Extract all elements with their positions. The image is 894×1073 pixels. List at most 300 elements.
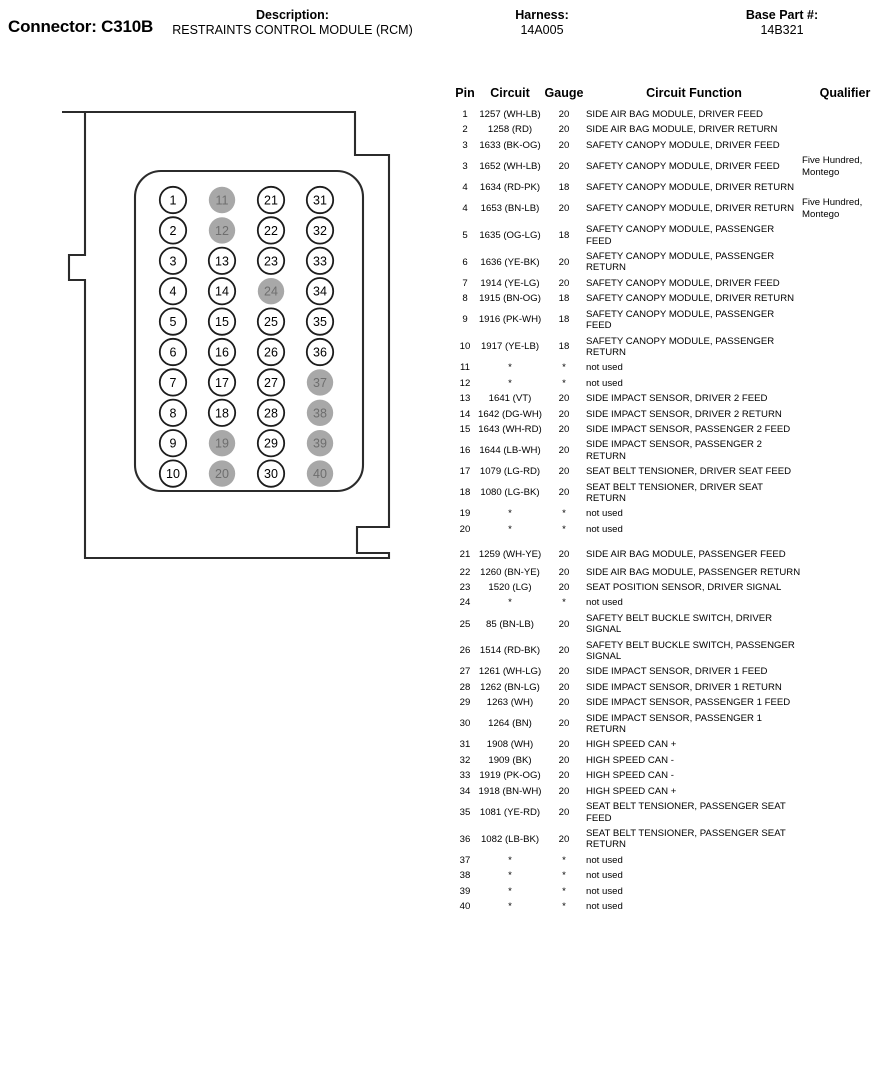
table-row — [452, 853, 888, 868]
cell-gauge: 20 — [558, 785, 570, 797]
cell-function: SAFETY CANOPY MODULE, PASSENGER RETURN — [586, 251, 775, 274]
cell-pin: 37 — [459, 854, 471, 866]
cell-pin: 14 — [459, 408, 471, 420]
cell-qualifier — [802, 360, 888, 375]
cell-qualifier — [802, 307, 888, 334]
cell-function: HIGH SPEED CAN - — [586, 754, 674, 766]
cell-circuit: 1260 (BN-YE) — [480, 566, 540, 578]
pin-label-19: 19 — [215, 436, 229, 451]
cell-function: SIDE AIR BAG MODULE, DRIVER RETURN — [586, 124, 778, 136]
cell-circuit: 1636 (YE-BK) — [480, 256, 540, 268]
cell-gauge: 20 — [558, 466, 570, 478]
pin-label-7: 7 — [169, 375, 177, 390]
pin-label-15: 15 — [215, 315, 229, 330]
cell-qualifier — [802, 611, 888, 638]
cell-function: SAFETY CANOPY MODULE, DRIVER RETURN — [586, 203, 795, 215]
cell-qualifier — [802, 122, 888, 137]
cell-circuit: * — [508, 900, 512, 912]
cell-function: not used — [586, 362, 623, 374]
pin-label-17: 17 — [215, 375, 229, 390]
cell-circuit: 1079 (LG-RD) — [479, 466, 541, 478]
cell-function: not used — [586, 885, 623, 897]
cell-gauge: * — [562, 870, 566, 882]
cell-circuit: 1635 (OG-LG) — [479, 229, 541, 241]
cell-gauge: 20 — [558, 806, 570, 818]
cell-gauge: 20 — [558, 393, 570, 405]
cell-gauge: 20 — [558, 718, 570, 730]
cell-function: HIGH SPEED CAN + — [586, 785, 677, 797]
cell-pin: 11 — [460, 362, 470, 374]
table-row — [452, 422, 888, 437]
cell-circuit: 1514 (RD-BK) — [479, 645, 541, 657]
cell-pin: 33 — [459, 770, 471, 782]
cell-pin: 12 — [459, 377, 471, 389]
pin-label-18: 18 — [215, 406, 229, 421]
cell-gauge: 20 — [558, 770, 570, 782]
cell-circuit: 1642 (DG-WH) — [478, 408, 542, 420]
cell-qualifier — [802, 695, 888, 710]
table-row — [452, 799, 888, 826]
cell-qualifier — [802, 768, 888, 783]
table-row — [452, 276, 888, 291]
column-header-circuit: Circuit — [490, 86, 530, 100]
cell-circuit: 1643 (WH-RD) — [478, 423, 542, 435]
cell-gauge: 20 — [558, 487, 570, 499]
cell-function: SEAT BELT TENSIONER, PASSENGER SEAT RETURN — [586, 827, 786, 851]
cell-qualifier — [802, 506, 888, 521]
cell-gauge: 20 — [558, 645, 570, 657]
cell-function: SEAT BELT TENSIONER, PASSENGER SEAT FEED — [586, 801, 786, 824]
pin-label-25: 25 — [264, 315, 278, 330]
cell-function: SEAT POSITION SENSOR, DRIVER SIGNAL — [586, 582, 782, 593]
cell-gauge: 20 — [558, 681, 570, 693]
cell-pin: 10 — [459, 341, 471, 353]
cell-qualifier — [802, 899, 888, 914]
cell-gauge: 20 — [558, 139, 570, 151]
cell-qualifier — [802, 537, 888, 564]
pin-label-35: 35 — [313, 315, 327, 330]
cell-circuit: * — [508, 523, 512, 535]
cell-circuit: 1634 (RD-PK) — [479, 182, 541, 194]
pin-label-5: 5 — [169, 315, 177, 330]
cell-gauge: 18 — [558, 293, 570, 305]
connector-id-label: Connector: C310B — [8, 17, 154, 36]
table-row — [452, 222, 888, 249]
table-row — [452, 537, 888, 564]
cell-gauge: 20 — [558, 408, 570, 420]
cell-pin: 19 — [459, 508, 471, 520]
harness-label: Harness: — [515, 8, 569, 22]
cell-gauge: * — [562, 377, 566, 389]
cell-function: not used — [586, 508, 623, 520]
cell-qualifier — [802, 711, 888, 738]
cell-gauge: 20 — [558, 160, 570, 172]
cell-gauge: 20 — [558, 256, 570, 268]
table-header-row — [452, 86, 888, 107]
cell-function: not used — [586, 377, 623, 389]
cell-circuit: 1917 (YE-LB) — [480, 341, 540, 353]
cell-qualifier — [802, 826, 888, 853]
cell-function: SAFETY CANOPY MODULE, DRIVER FEED — [586, 160, 780, 172]
cell-pin: 27 — [459, 666, 471, 678]
table-row — [452, 784, 888, 799]
cell-qualifier — [802, 784, 888, 799]
cell-function: SAFETY CANOPY MODULE, DRIVER FEED — [586, 139, 780, 151]
cell-circuit: 1633 (BK-OG) — [479, 139, 541, 151]
table-row — [452, 464, 888, 479]
cell-circuit: * — [508, 854, 512, 866]
harness-value: 14A005 — [520, 23, 564, 37]
pin-label-29: 29 — [264, 436, 278, 451]
cell-function: SAFETY CANOPY MODULE, DRIVER RETURN — [586, 182, 795, 194]
cell-pin: 6 — [462, 256, 468, 268]
table-row — [452, 437, 888, 464]
cell-gauge: 20 — [558, 566, 570, 578]
cell-gauge: * — [562, 523, 566, 535]
cell-circuit: * — [508, 597, 512, 609]
table-row — [452, 595, 888, 610]
cell-circuit: 1915 (BN-OG) — [479, 293, 541, 305]
pin-label-31: 31 — [313, 193, 327, 208]
cell-qualifier — [802, 222, 888, 249]
cell-function: SAFETY CANOPY MODULE, DRIVER FEED — [586, 277, 780, 289]
cell-circuit: 1258 (RD) — [487, 124, 533, 136]
cell-pin: 18 — [459, 487, 471, 499]
cell-function: SIDE IMPACT SENSOR, DRIVER 2 RETURN — [586, 408, 782, 420]
table-row — [452, 611, 888, 638]
cell-function: not used — [586, 900, 623, 912]
table-row — [452, 122, 888, 137]
table-row — [452, 391, 888, 406]
pin-label-20: 20 — [215, 467, 229, 482]
cell-pin: 2 — [462, 124, 468, 136]
cell-pin: 24 — [459, 597, 471, 609]
table-row — [452, 480, 888, 507]
cell-qualifier — [802, 107, 888, 122]
table-row — [452, 334, 888, 361]
cell-pin: 21 — [459, 549, 471, 561]
cell-pin: 15 — [459, 423, 471, 435]
cell-function: SIDE IMPACT SENSOR, DRIVER 2 FEED — [586, 393, 768, 405]
cell-circuit: 1916 (PK-WH) — [478, 314, 542, 326]
cell-pin: 7 — [462, 277, 468, 289]
cell-function: SIDE IMPACT SENSOR, DRIVER 1 FEED — [586, 666, 768, 678]
cell-function: SAFETY CANOPY MODULE, PASSENGER RETURN — [586, 335, 775, 358]
cell-function: SAFETY CANOPY MODULE, PASSENGER FEED — [586, 308, 775, 332]
cell-qualifier — [802, 737, 888, 752]
cell-pin: 36 — [459, 833, 471, 845]
table-row — [452, 180, 888, 195]
pin-label-24: 24 — [264, 284, 278, 299]
cell-gauge: 20 — [558, 445, 570, 457]
pin-label-10: 10 — [166, 467, 180, 482]
cell-circuit: 1082 (LB-BK) — [480, 833, 540, 845]
cell-pin: 3 — [462, 139, 468, 151]
cell-gauge: * — [562, 854, 566, 866]
column-header-qualifier: Qualifier — [819, 86, 871, 100]
cell-circuit: 1263 (WH) — [486, 697, 534, 709]
pin-label-30: 30 — [264, 467, 278, 482]
table-row — [452, 522, 888, 537]
cell-circuit: 1259 (WH-YE) — [478, 549, 542, 561]
cell-gauge: 20 — [558, 582, 570, 593]
table-row — [452, 695, 888, 710]
pin-label-8: 8 — [169, 406, 177, 421]
table-row — [452, 138, 888, 153]
cell-qualifier — [802, 595, 888, 610]
cell-function: SAFETY CANOPY MODULE, PASSENGER FEED — [586, 224, 775, 247]
pin-label-13: 13 — [215, 254, 229, 269]
cell-circuit: 85 (BN-LB) — [486, 618, 534, 630]
cell-circuit: 1918 (BN-WH) — [478, 785, 542, 797]
cell-gauge: 20 — [558, 423, 570, 435]
cell-qualifier — [802, 391, 888, 406]
cell-circuit: * — [508, 885, 512, 897]
cell-pin: 39 — [459, 885, 471, 897]
cell-function: SAFETY BELT BUCKLE SWITCH, PASSENGER SIGNAL — [586, 639, 795, 663]
pin-label-38: 38 — [313, 406, 327, 421]
table-row — [452, 664, 888, 679]
table-row — [452, 737, 888, 752]
cell-pin: 13 — [459, 393, 471, 405]
page-header — [0, 0, 894, 66]
table-row — [452, 506, 888, 521]
table-row — [452, 899, 888, 914]
base-part-value: 14B321 — [760, 23, 804, 37]
pin-label-1: 1 — [169, 193, 177, 208]
cell-pin: 26 — [459, 645, 471, 657]
cell-pin: 29 — [459, 697, 471, 709]
cell-qualifier — [802, 180, 888, 195]
cell-circuit: 1909 (BK) — [488, 754, 532, 766]
cell-circuit: 1644 (LB-WH) — [479, 445, 541, 457]
pin-label-14: 14 — [215, 284, 229, 299]
cell-gauge: 18 — [558, 314, 570, 326]
cell-pin: 4 — [462, 203, 468, 215]
cell-circuit: 1262 (BN-LG) — [480, 681, 540, 693]
cell-gauge: 20 — [558, 833, 570, 845]
cell-qualifier — [802, 276, 888, 291]
cell-qualifier — [802, 291, 888, 306]
cell-pin: 35 — [459, 806, 471, 818]
cell-pin: 34 — [459, 785, 471, 797]
cell-pin: 8 — [462, 293, 468, 305]
cell-pin: 17 — [459, 466, 471, 478]
pin-label-27: 27 — [264, 375, 278, 390]
column-header-pin: Pin — [455, 86, 475, 100]
cell-gauge: 18 — [558, 341, 570, 353]
pin-label-3: 3 — [169, 254, 177, 269]
cell-qualifier — [802, 664, 888, 679]
connector-pinout-diagram — [40, 95, 420, 585]
cell-gauge: 20 — [558, 697, 570, 709]
pin-label-9: 9 — [169, 436, 177, 451]
cell-pin: 9 — [462, 314, 468, 326]
cell-function: not used — [586, 523, 623, 535]
table-row — [452, 376, 888, 391]
cell-qualifier: Five Hundred, Montego — [802, 155, 863, 178]
table-row — [452, 711, 888, 738]
cell-function: SAFETY BELT BUCKLE SWITCH, DRIVER SIGNAL — [586, 612, 773, 636]
pin-label-21: 21 — [264, 193, 278, 208]
cell-gauge: 18 — [558, 229, 570, 241]
column-header-gauge: Gauge — [544, 86, 584, 100]
table-row — [452, 360, 888, 375]
cell-circuit: * — [508, 377, 512, 389]
pin-label-12: 12 — [215, 223, 229, 238]
cell-pin: 40 — [459, 900, 471, 912]
cell-gauge: 20 — [558, 666, 570, 678]
table-row — [452, 580, 888, 595]
cell-pin: 23 — [459, 582, 471, 593]
pin-label-2: 2 — [169, 223, 177, 238]
cell-pin: 22 — [459, 566, 471, 578]
cell-qualifier — [802, 480, 888, 507]
table-row — [452, 407, 888, 422]
base-part-label: Base Part #: — [745, 8, 819, 22]
cell-qualifier — [802, 249, 888, 276]
table-row — [452, 638, 888, 665]
cell-gauge: 18 — [558, 182, 570, 194]
cell-gauge: 20 — [558, 739, 570, 751]
cell-circuit: 1257 (WH-LB) — [479, 109, 541, 120]
cell-function: not used — [586, 597, 623, 609]
pin-label-16: 16 — [215, 345, 229, 360]
cell-circuit: 1080 (LG-BK) — [480, 487, 540, 499]
cell-gauge: * — [562, 362, 566, 374]
pin-label-32: 32 — [313, 223, 327, 238]
description-block — [170, 8, 415, 38]
cell-function: SIDE AIR BAG MODULE, PASSENGER FEED — [586, 549, 786, 561]
cell-qualifier — [802, 334, 888, 361]
cell-function: SIDE AIR BAG MODULE, DRIVER FEED — [586, 109, 763, 120]
pin-label-39: 39 — [313, 436, 327, 451]
cell-qualifier — [802, 884, 888, 899]
cell-gauge: * — [562, 508, 566, 520]
cell-pin: 5 — [462, 229, 468, 241]
cell-pin: 31 — [459, 739, 471, 751]
pin-label-6: 6 — [169, 345, 177, 360]
table-row — [452, 884, 888, 899]
cell-qualifier — [802, 753, 888, 768]
cell-gauge: * — [562, 900, 566, 912]
table-row — [452, 291, 888, 306]
cell-function: SIDE IMPACT SENSOR, PASSENGER 2 FEED — [586, 423, 791, 435]
pin-label-22: 22 — [264, 223, 278, 238]
cell-pin: 25 — [459, 618, 471, 630]
cell-function: HIGH SPEED CAN + — [586, 739, 677, 751]
cell-qualifier — [802, 680, 888, 695]
table-row — [452, 826, 888, 853]
table-row — [452, 249, 888, 276]
cell-qualifier — [802, 522, 888, 537]
pin-label-37: 37 — [313, 375, 327, 390]
table-row — [452, 868, 888, 883]
cell-function: SEAT BELT TENSIONER, DRIVER SEAT RETURN — [586, 481, 763, 504]
description-label: Description: — [256, 8, 329, 22]
pin-label-36: 36 — [313, 345, 327, 360]
cell-function: SIDE IMPACT SENSOR, PASSENGER 1 RETURN — [586, 712, 762, 736]
cell-gauge: 20 — [558, 618, 570, 630]
cell-circuit: 1914 (YE-LG) — [480, 277, 540, 289]
cell-pin: 30 — [459, 718, 471, 730]
cell-circuit: * — [508, 508, 512, 520]
cell-qualifier — [802, 799, 888, 826]
cell-pin: 1 — [462, 109, 468, 120]
pin-label-33: 33 — [313, 254, 327, 269]
table-body — [452, 107, 888, 914]
cell-pin: 20 — [459, 523, 471, 535]
cell-qualifier — [802, 437, 888, 464]
cell-circuit: * — [508, 362, 512, 374]
pin-label-4: 4 — [169, 284, 177, 299]
cell-pin: 28 — [459, 681, 471, 693]
base-part-block — [692, 8, 872, 38]
cell-qualifier — [802, 464, 888, 479]
table-row — [452, 307, 888, 334]
cell-qualifier: Five Hundred, Montego — [802, 197, 863, 220]
cell-pin: 38 — [459, 870, 471, 882]
cell-pin: 4 — [462, 182, 468, 194]
pin-label-11: 11 — [215, 193, 229, 208]
cell-qualifier — [802, 868, 888, 883]
cell-circuit: * — [508, 870, 512, 882]
cell-qualifier — [802, 565, 888, 580]
cell-qualifier — [802, 138, 888, 153]
cell-circuit: 1653 (BN-LB) — [480, 203, 540, 215]
cell-function: SIDE AIR BAG MODULE, PASSENGER RETURN — [586, 566, 801, 578]
column-header-function: Circuit Function — [646, 86, 742, 100]
cell-circuit: 1919 (PK-OG) — [479, 770, 541, 782]
cell-qualifier — [802, 376, 888, 391]
cell-gauge: * — [562, 597, 566, 609]
description-value: RESTRAINTS CONTROL MODULE (RCM) — [172, 23, 413, 37]
cell-qualifier — [802, 853, 888, 868]
cell-function: not used — [586, 870, 623, 882]
pin-label-23: 23 — [264, 254, 278, 269]
cell-function: SAFETY CANOPY MODULE, DRIVER RETURN — [586, 293, 795, 305]
cell-circuit: 1081 (YE-RD) — [479, 806, 541, 818]
cell-function: SIDE IMPACT SENSOR, PASSENGER 1 FEED — [586, 697, 791, 709]
cell-pin: 16 — [459, 445, 471, 457]
cell-pin: 3 — [462, 160, 468, 172]
table-row — [452, 107, 888, 122]
table-row — [452, 753, 888, 768]
cell-function: HIGH SPEED CAN - — [586, 770, 674, 782]
cell-qualifier — [802, 407, 888, 422]
cell-function: SEAT BELT TENSIONER, DRIVER SEAT FEED — [586, 466, 792, 478]
cell-gauge: 20 — [558, 549, 570, 561]
pin-label-34: 34 — [313, 284, 327, 299]
cell-circuit: 1652 (WH-LB) — [479, 160, 541, 172]
cell-circuit: 1261 (WH-LG) — [478, 666, 542, 678]
cell-qualifier — [802, 422, 888, 437]
table-row — [452, 153, 888, 180]
cell-function: not used — [586, 854, 623, 866]
pin-label-26: 26 — [264, 345, 278, 360]
cell-qualifier — [802, 638, 888, 665]
cell-gauge: 20 — [558, 109, 570, 120]
cell-function: SIDE IMPACT SENSOR, PASSENGER 2 RETURN — [586, 439, 762, 462]
cell-circuit: 1520 (LG) — [488, 582, 532, 593]
cell-function: SIDE IMPACT SENSOR, DRIVER 1 RETURN — [586, 681, 782, 693]
cell-circuit: 1641 (VT) — [488, 393, 532, 405]
harness-block — [452, 8, 632, 38]
cell-gauge: 20 — [558, 754, 570, 766]
cell-circuit: 1264 (BN) — [488, 718, 532, 730]
cell-pin: 32 — [459, 754, 471, 766]
cell-gauge: 20 — [558, 203, 570, 215]
